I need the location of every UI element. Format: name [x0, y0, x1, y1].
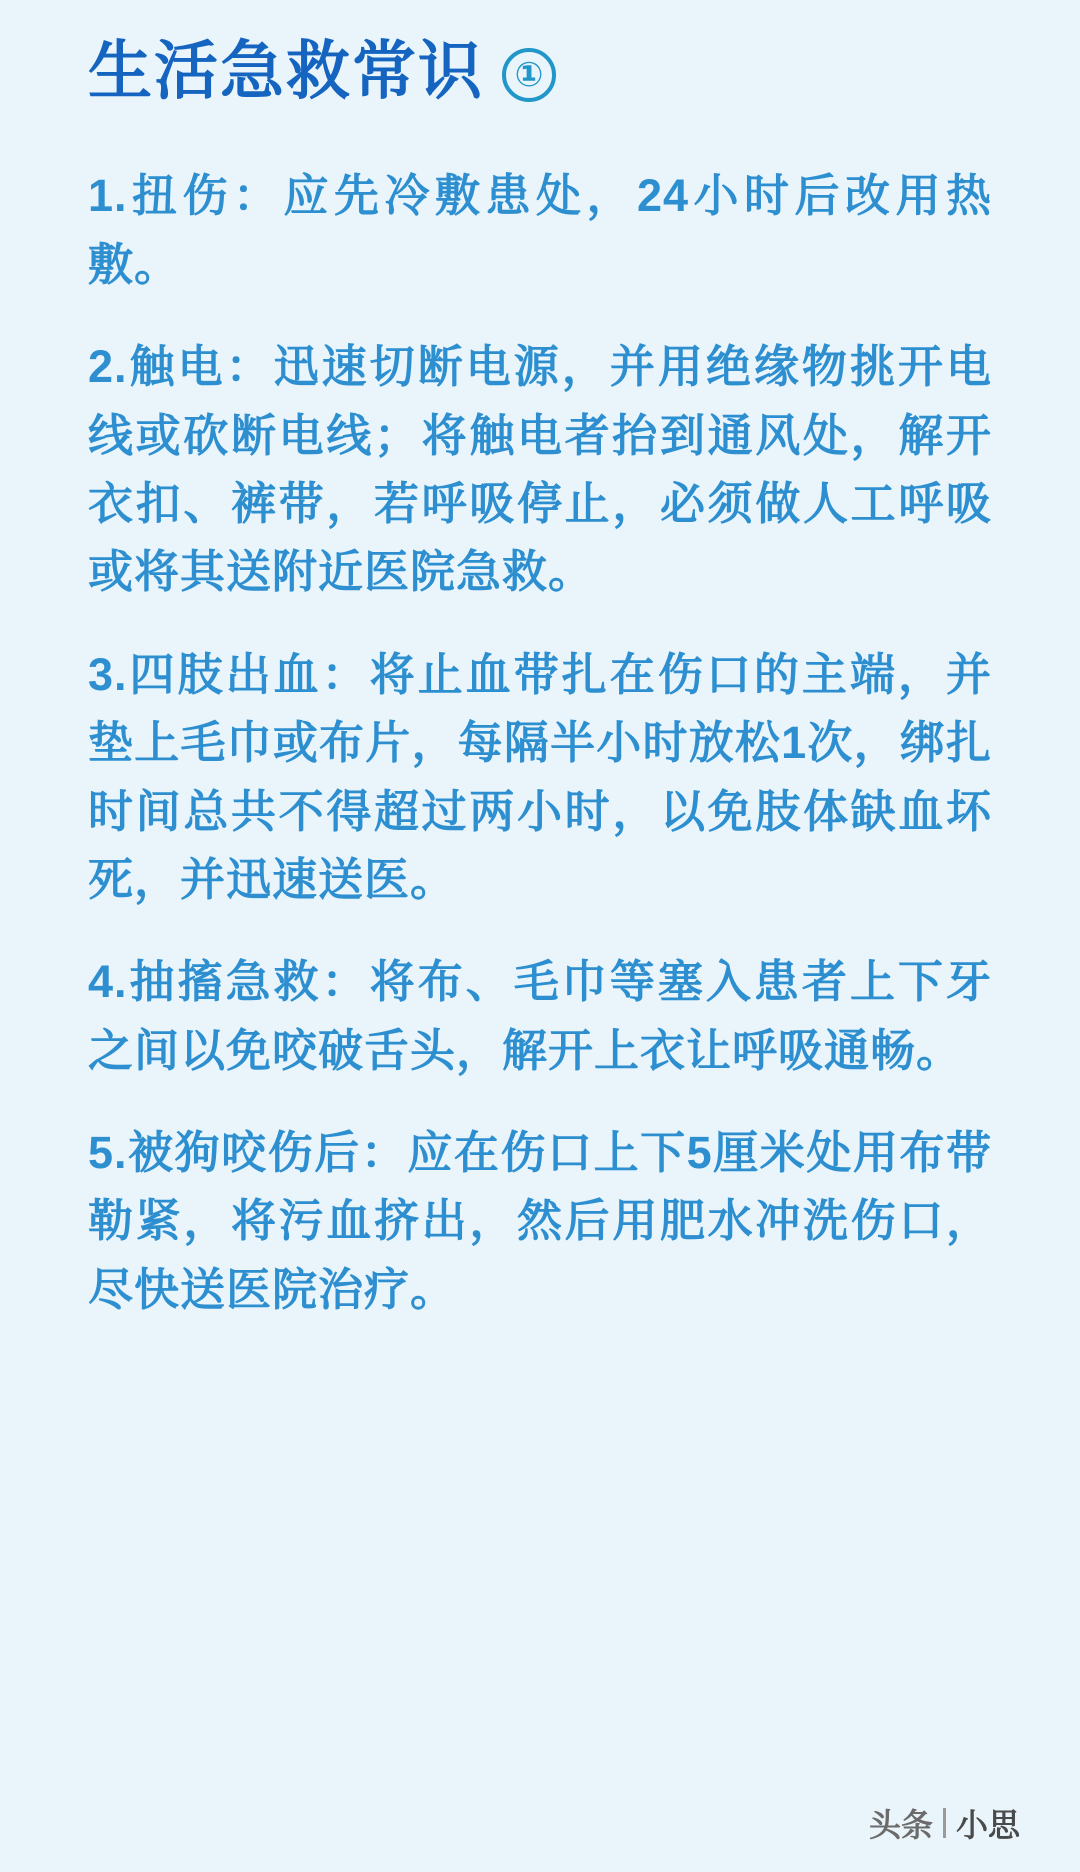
- watermark: [869, 1800, 1020, 1846]
- author-name: 小思: [955, 1807, 1020, 1843]
- paragraph-3: 3.四肢出血：将止血带扎在伤口的主端，并垫上毛巾或布片，每隔半小时放松1次，绑扎时间总共不得超过两小时，以免肢体缺血坏死，并迅速送医。: [88, 648, 992, 905]
- paragraph-5: 5.被狗咬伤后：应在伤口上下5厘米处用布带勒紧，将污血挤出，然后用肥水冲洗伤口，尽快送医院治疗。: [88, 1127, 992, 1315]
- title-text: 生活急救常识: [88, 35, 484, 107]
- toutiao-logo-text: 头条: [868, 1807, 933, 1843]
- divider-icon: [943, 1808, 946, 1838]
- paragraph-2: 2.触电：迅速切断电源，并用绝缘物挑开电线或砍断电线；将触电者抬到通风处，解开衣扣、裤带，若呼吸停止，必须做人工呼吸或将其送附近医院急救。: [88, 341, 992, 598]
- paragraph-1: 1.扭伤：应先冷敷患处，24小时后改用热敷。: [88, 170, 992, 290]
- title-number-badge: ①: [502, 48, 556, 102]
- paragraph-4: 4.抽搐急救：将布、毛巾等塞入患者上下牙之间以免咬破舌头，解开上衣让呼吸通畅。: [88, 956, 992, 1076]
- page-title: [88, 36, 992, 106]
